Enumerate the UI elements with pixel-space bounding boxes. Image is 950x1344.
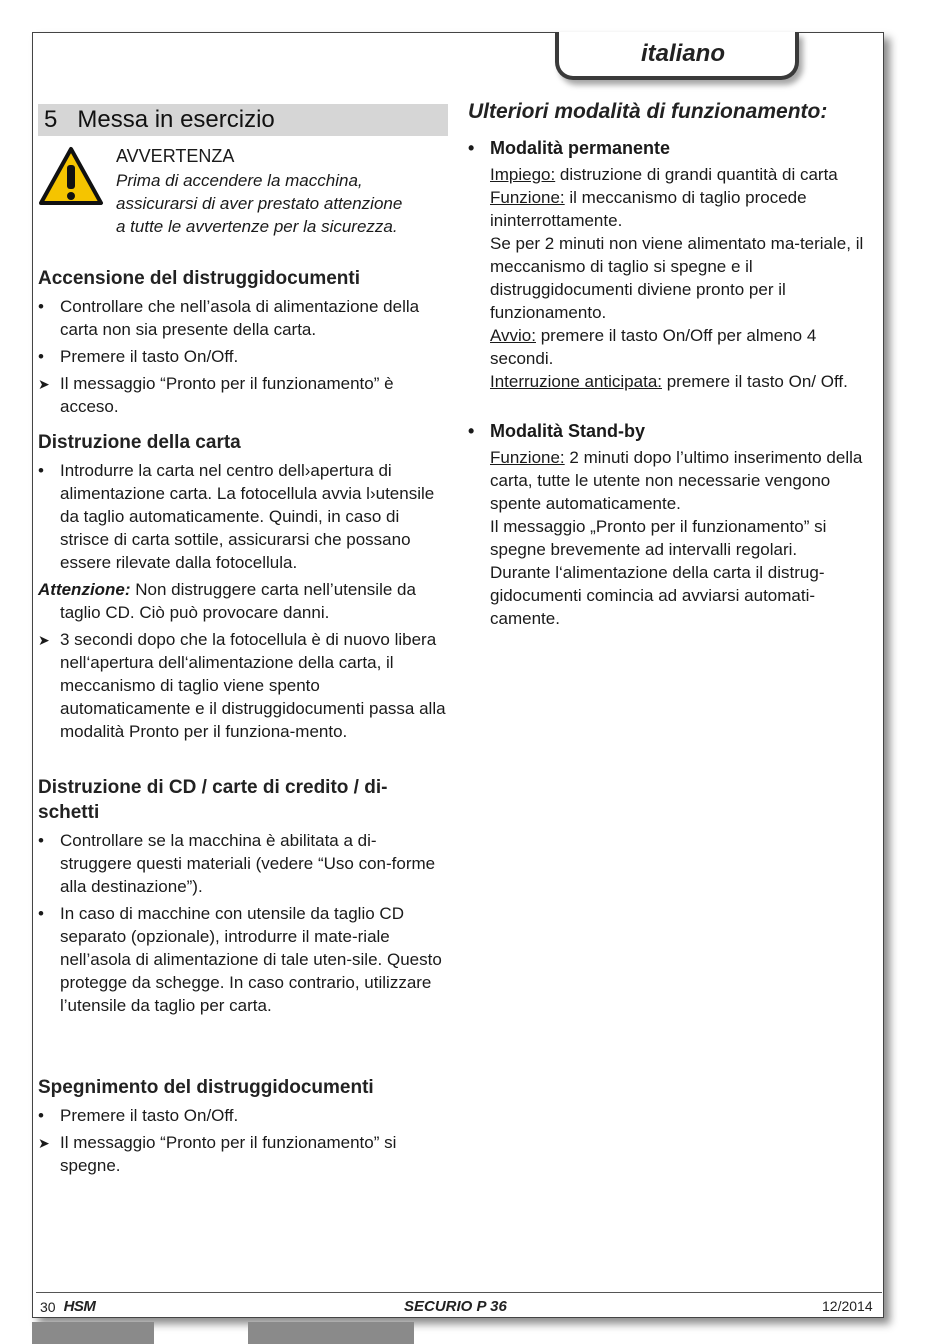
arrow-right-icon: ➤	[38, 632, 50, 648]
standby-text: Il messaggio „Pronto per il funzionamento” si spegne brevemente ad intervalli regolari.	[490, 517, 827, 559]
attention-note: Attenzione: Non distruggere carta nell’utensile da taglio CD. Ciò può provocare danni.	[38, 580, 416, 622]
list-item: • Premere il tasto On/Off.	[38, 1106, 239, 1125]
permanent-start: Avvio: premere il tasto On/Off per almeno 4 secondi.	[490, 326, 817, 368]
section-number: 5	[44, 106, 58, 133]
brand-logo: HSM	[63, 1298, 96, 1315]
switch-on-section	[38, 266, 448, 418]
paper-section	[38, 430, 448, 743]
warning-line: Prima di accendere la macchina,	[116, 171, 363, 190]
switch-off-heading: Spegnimento del distruggidocumenti	[38, 1077, 374, 1098]
model-name: SECURIO P 36	[404, 1298, 507, 1315]
permanent-text: Se per 2 minuti non viene alimentato ma-teriale, il meccanismo di taglio si spegne e il distruggidocumenti diviene pronto per il funzionamento.	[490, 234, 864, 322]
right-column	[468, 100, 878, 630]
switch-on-heading: Accensione del distruggidocumenti	[38, 268, 360, 289]
modes-title: Ulteriori modalità di funzionamento:	[468, 100, 828, 123]
cd-heading: Distruzione di CD / carte di credito / di-schetti	[38, 777, 388, 823]
arrow-right-icon: ➤	[38, 376, 50, 392]
result-item: ➤ Il messaggio “Pronto per il funzionamento” si spegne.	[38, 1133, 397, 1175]
permanent-stop: Interruzione anticipata: premere il tasto On/ Off.	[490, 372, 848, 391]
language-tab	[555, 32, 799, 80]
switch-off-section	[38, 1075, 448, 1177]
list-item: • Controllare se la macchina è abilitata a di-struggere questi materiali (vedere “Uso con-forme alla destinazione”).	[38, 831, 436, 896]
page-number: 30	[40, 1298, 56, 1315]
list-item: • Controllare che nell’asola di alimentazione della carta non sia presente della carta.	[38, 297, 420, 339]
result-item: ➤ Il messaggio “Pronto per il funzionamento” è acceso.	[38, 374, 394, 416]
arrow-right-icon: ➤	[38, 1135, 50, 1151]
footer-bar	[248, 1322, 414, 1344]
permanent-function: Funzione: il meccanismo di taglio procede ininterrottamente.	[490, 188, 807, 230]
left-column	[38, 104, 448, 1177]
result-item: ➤ 3 secondi dopo che la fotocellula è di nuovo libera nell‘apertura dell‘alimentazione della carta, il meccanismo di taglio viene spento automaticamente e il distruggidocumenti passa alla modalità Pronto per il funziona-mento.	[38, 630, 446, 741]
date: 12/2014	[822, 1298, 873, 1314]
standby-text: Durante l‘alimentazione della carta il distrug-gidocumenti comincia ad avviarsi automati-camente.	[490, 563, 825, 628]
section-title: Messa in esercizio	[77, 106, 275, 133]
warning-title: AVVERTENZA	[116, 146, 235, 166]
footer-bar	[32, 1322, 154, 1344]
cd-section	[38, 775, 448, 1017]
warning-line: a tutte le avvertenze per la sicurezza.	[116, 217, 398, 236]
list-item: • Introdurre la carta nel centro dell›apertura di alimentazione carta. La fotocellula avvia l›utensile da taglio automaticamente. Quindi, in caso di strisce di carta sottile, assicurarsi che possano essere rilevate dalla fotocellula.	[38, 461, 435, 572]
warning-block	[38, 146, 448, 238]
section-heading	[38, 104, 448, 136]
warning-text	[116, 169, 402, 238]
paper-heading: Distruzione della carta	[38, 432, 241, 453]
footer-divider	[36, 1292, 882, 1293]
permanent-heading: • Modalità permanente	[468, 138, 671, 158]
standby-function: Funzione: 2 minuti dopo l’ultimo inserimento della carta, tutte le utente non necessarie vengono spente automaticamente.	[490, 448, 863, 513]
list-item: • Premere il tasto On/Off.	[38, 347, 239, 366]
warning-line: assicurarsi di aver prestato attenzione	[116, 194, 403, 213]
permanent-use: Impiego: distruzione di grandi quantità di carta	[490, 165, 838, 184]
footer-left	[40, 1298, 95, 1315]
standby-heading: • Modalità Stand-by	[468, 421, 646, 441]
language-label: italiano	[640, 40, 725, 67]
warning-triangle-icon	[38, 146, 104, 206]
list-item: • In caso di macchine con utensile da taglio CD separato (opzionale), introdurre il mate-riale nell’asola di alimentazione di tale uten-sile. Questo protegge da schegge. In caso contrario, utilizzare l’utensile da taglio per carta.	[38, 904, 442, 1015]
